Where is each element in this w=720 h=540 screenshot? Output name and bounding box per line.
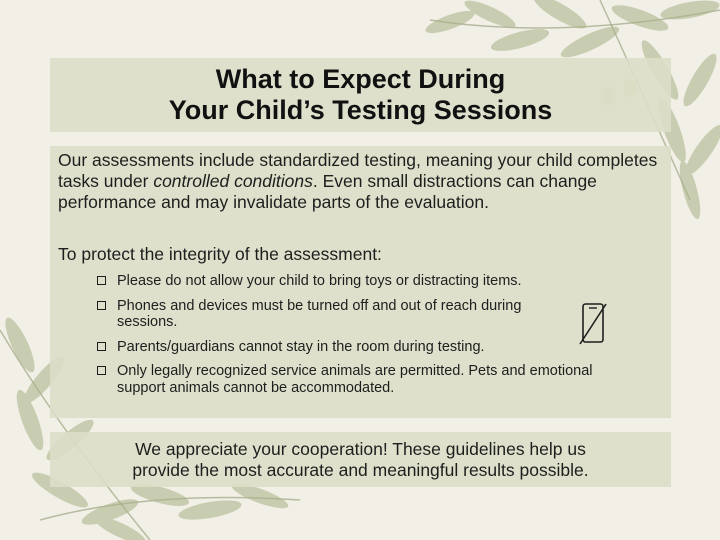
- intro-text-end: . Even small distractions can change performance and may invalidate parts of the evaluation.: [58, 171, 597, 212]
- guideline-item-toys: [96, 273, 626, 290]
- guideline-text: Phones and devices must be turned off and out of reach during sessions.: [117, 297, 522, 330]
- guidelines-panel: [50, 146, 671, 418]
- guideline-item-parents: [96, 339, 626, 356]
- checkbox-icon: [97, 342, 106, 351]
- footer-box: [50, 432, 671, 487]
- guideline-text: Parents/guardians cannot stay in the room during testing.: [117, 338, 485, 355]
- intro-text-start: Our assessments include standardized testing, meaning your child completes tasks under: [58, 150, 658, 191]
- checkbox-icon: [97, 366, 106, 375]
- title-box: [50, 58, 671, 132]
- slide-title-line1: What to Expect During: [215, 64, 506, 94]
- protect-heading: To protect the integrity of the assessment:: [58, 244, 382, 264]
- footer-line1: We appreciate your cooperation! These guidelines help us: [135, 438, 586, 459]
- guideline-text: Only legally recognized service animals are permitted. Pets and emotional support animals cannot be accommodated.: [117, 363, 593, 396]
- footer-line2: provide the most accurate and meaningful results possible.: [132, 459, 589, 480]
- intro-paragraph: [58, 150, 670, 213]
- guideline-item-animals: [96, 363, 626, 396]
- checkbox-icon: [97, 301, 106, 310]
- guideline-item-phones: [96, 298, 626, 331]
- checkbox-icon: [97, 276, 106, 285]
- intro-emphasis: controlled conditions: [153, 171, 313, 191]
- no-phone-icon: [578, 302, 608, 346]
- guidelines-list: [96, 273, 626, 396]
- slide-title-line2: Your Child’s Testing Sessions: [168, 95, 553, 125]
- guideline-text: Please do not allow your child to bring toys or distracting items.: [117, 273, 522, 289]
